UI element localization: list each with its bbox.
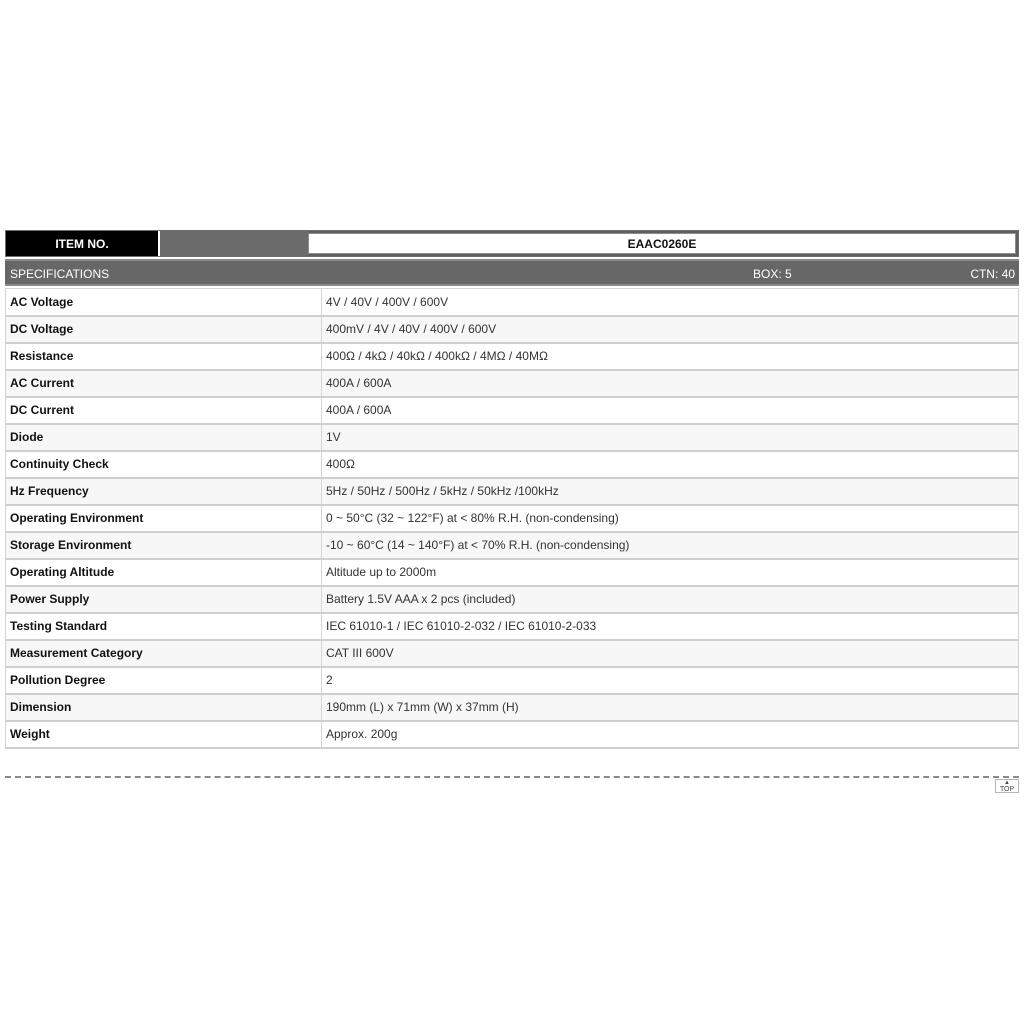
box-count: BOX: 5 (753, 267, 792, 281)
spec-value: 400Ω (322, 451, 1019, 478)
spec-label: Dimension (6, 694, 322, 721)
spec-label: Measurement Category (6, 640, 322, 667)
spec-row (6, 505, 1019, 532)
spec-row (6, 559, 1019, 586)
spec-label: DC Current (6, 397, 322, 424)
spec-value: Approx. 200g (322, 721, 1019, 748)
item-number-bar (5, 230, 1019, 257)
spec-value: 5Hz / 50Hz / 500Hz / 5kHz / 50kHz /100kHz (322, 478, 1019, 505)
item-number-spacer (158, 231, 308, 256)
spec-value: Battery 1.5V AAA x 2 pcs (included) (322, 586, 1019, 613)
spec-row (6, 586, 1019, 613)
spec-value: CAT III 600V (322, 640, 1019, 667)
specifications-title: SPECIFICATIONS (10, 267, 110, 281)
spec-value: 0 ~ 50°C (32 ~ 122°F) at < 80% R.H. (non-condensing) (322, 505, 1019, 532)
carton-count: CTN: 40 (970, 267, 1015, 281)
spec-label: Operating Altitude (6, 559, 322, 586)
spec-label: AC Voltage (6, 289, 322, 316)
back-to-top-label: TOP (999, 786, 1015, 793)
spec-value: 400A / 600A (322, 370, 1019, 397)
spec-value: -10 ~ 60°C (14 ~ 140°F) at < 70% R.H. (non-condensing) (322, 532, 1019, 559)
spec-value: 190mm (L) x 71mm (W) x 37mm (H) (322, 694, 1019, 721)
spec-row (6, 721, 1019, 748)
spec-label: AC Current (6, 370, 322, 397)
arrow-up-icon: ▲ (1004, 780, 1010, 786)
spec-row (6, 370, 1019, 397)
spec-label: Pollution Degree (6, 667, 322, 694)
specifications-table (5, 288, 1019, 749)
spec-value: 1V (322, 424, 1019, 451)
spec-row (6, 343, 1019, 370)
spec-value: 400A / 600A (322, 397, 1019, 424)
table-bottom-divider (5, 776, 1019, 778)
spec-value: 400Ω / 4kΩ / 40kΩ / 400kΩ / 4MΩ / 40MΩ (322, 343, 1019, 370)
spec-row (6, 316, 1019, 343)
item-number-label: ITEM NO. (6, 231, 158, 256)
spec-row (6, 667, 1019, 694)
spec-label: Testing Standard (6, 613, 322, 640)
spec-label: Operating Environment (6, 505, 322, 532)
spec-value: 4V / 40V / 400V / 600V (322, 289, 1019, 316)
spec-row (6, 289, 1019, 316)
spec-row (6, 397, 1019, 424)
spec-row (6, 694, 1019, 721)
spec-label: Weight (6, 721, 322, 748)
spec-row (6, 613, 1019, 640)
spec-row (6, 640, 1019, 667)
spec-label: Storage Environment (6, 532, 322, 559)
spec-label: Continuity Check (6, 451, 322, 478)
spec-row (6, 532, 1019, 559)
spec-value: IEC 61010-1 / IEC 61010-2-032 / IEC 61010-2-033 (322, 613, 1019, 640)
spec-label: Hz Frequency (6, 478, 322, 505)
spec-row (6, 451, 1019, 478)
spec-value: 2 (322, 667, 1019, 694)
back-to-top-button[interactable] (995, 779, 1019, 793)
specifications-header (5, 259, 1019, 286)
spec-label: DC Voltage (6, 316, 322, 343)
item-number-value: EAAC0260E (308, 233, 1016, 254)
spec-label: Resistance (6, 343, 322, 370)
spec-row (6, 424, 1019, 451)
spec-value: Altitude up to 2000m (322, 559, 1019, 586)
spec-label: Power Supply (6, 586, 322, 613)
spec-value: 400mV / 4V / 40V / 400V / 600V (322, 316, 1019, 343)
spec-label: Diode (6, 424, 322, 451)
spec-row (6, 478, 1019, 505)
